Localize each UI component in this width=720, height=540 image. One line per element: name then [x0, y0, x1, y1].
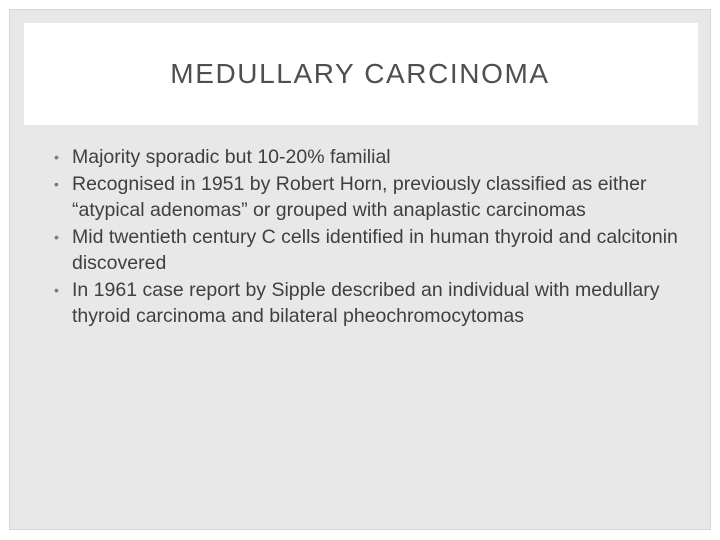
bullet-text: In 1961 case report by Sipple described an individual with medullary thyroid carcinoma and bilateral pheochromocytomas — [72, 278, 660, 327]
bullet-list — [52, 144, 692, 330]
slide-title: MEDULLARY CARCINOMA — [170, 58, 550, 89]
bullet-text: Majority sporadic but 10-20% familial — [72, 146, 391, 168]
bullet-item-1 — [52, 144, 692, 171]
bullet-text: Recognised in 1951 by Robert Horn, previously classified as either “atypical adenomas” or grouped with anaplastic carcinomas — [72, 172, 647, 221]
bullet-icon: • — [54, 149, 59, 165]
bullet-icon: • — [54, 175, 59, 192]
bullet-icon: • — [54, 228, 59, 245]
bullet-item-2 — [52, 171, 692, 224]
bullet-item-4 — [52, 277, 692, 330]
bullet-item-3 — [52, 224, 692, 277]
bullet-icon: • — [54, 281, 59, 298]
bullet-text: Mid twentieth century C cells identified in human thyroid and calcitonin discovered — [72, 225, 678, 274]
